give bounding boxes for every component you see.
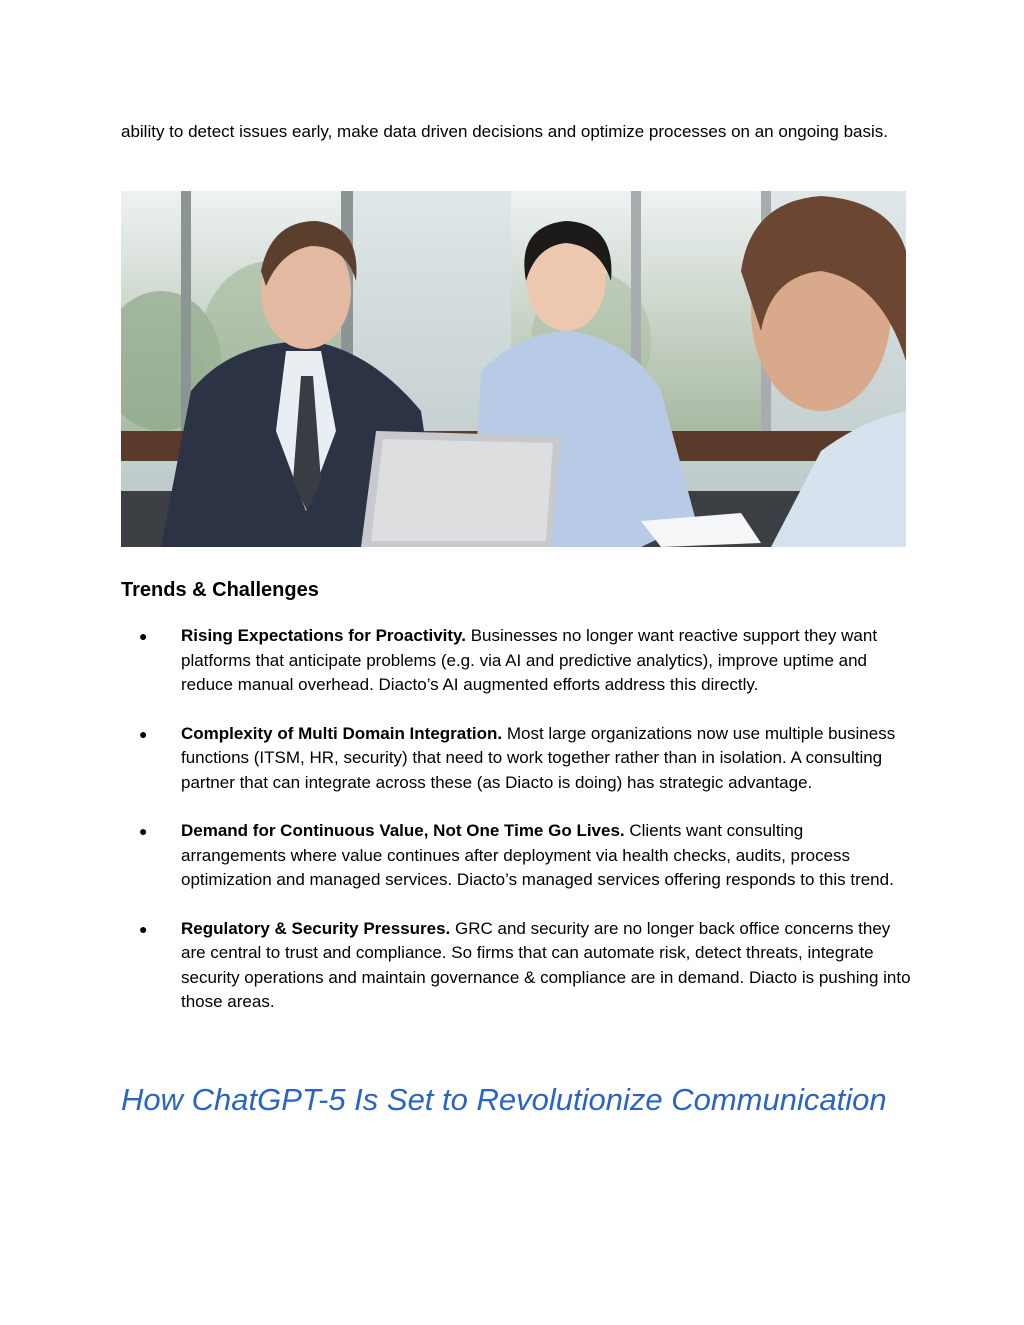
article-heading: How ChatGPT-5 Is Set to Revolutionize Communication: [121, 1082, 887, 1117]
bullet-icon: ●: [139, 725, 148, 742]
bullet-text: Businesses no longer want reactive support they want platforms that anticipate problems (e.g. via AI and predictive analytics), improve uptime and reduce manual overhead. Diacto’s AI augmented efforts address this directly.: [181, 626, 878, 694]
bullet-text: Clients want consulting arrangements where value continues after deployment via health checks, audits, process optimization and managed services. Diacto’s managed services offering responds to this trend.: [181, 821, 894, 889]
trends-bullet-list: [121, 624, 911, 1039]
bullet-title: Regulatory & Security Pressures.: [181, 918, 451, 938]
business-meeting-photo: [121, 191, 906, 547]
bullet-icon: ●: [139, 920, 148, 937]
bullet-item-continuous-value: [121, 819, 911, 893]
bullet-icon: ●: [139, 628, 148, 644]
section-heading: Trends & Challenges: [121, 579, 319, 601]
intro-paragraph: ability to detect issues early, make data driven decisions and optimize processes on an ongoing basis.: [121, 122, 889, 141]
bullet-title: Demand for Continuous Value, Not One Time Go Lives.: [181, 821, 625, 840]
bullet-title: Rising Expectations for Proactivity.: [181, 626, 466, 645]
bullet-icon: ●: [139, 823, 148, 839]
bullet-item-integration: [121, 722, 911, 796]
bullet-item-proactivity: [121, 624, 911, 698]
bullet-text: GRC and security are no longer back office concerns they are central to trust and compliance. So firms that can automate risk, detect threats, integrate security operations and maintain governance & compliance are in demand. Diacto is pushing into those areas.: [181, 918, 911, 1011]
bullet-text: Most large organizations now use multiple business functions (ITSM, HR, security) that need to work together rather than in isolation. A consulting partner that can integrate across these (as Diacto is doing) has strategic advantage.: [181, 723, 896, 792]
bullet-item-regulatory: [121, 917, 911, 1015]
bullet-title: Complexity of Multi Domain Integration.: [181, 723, 503, 743]
